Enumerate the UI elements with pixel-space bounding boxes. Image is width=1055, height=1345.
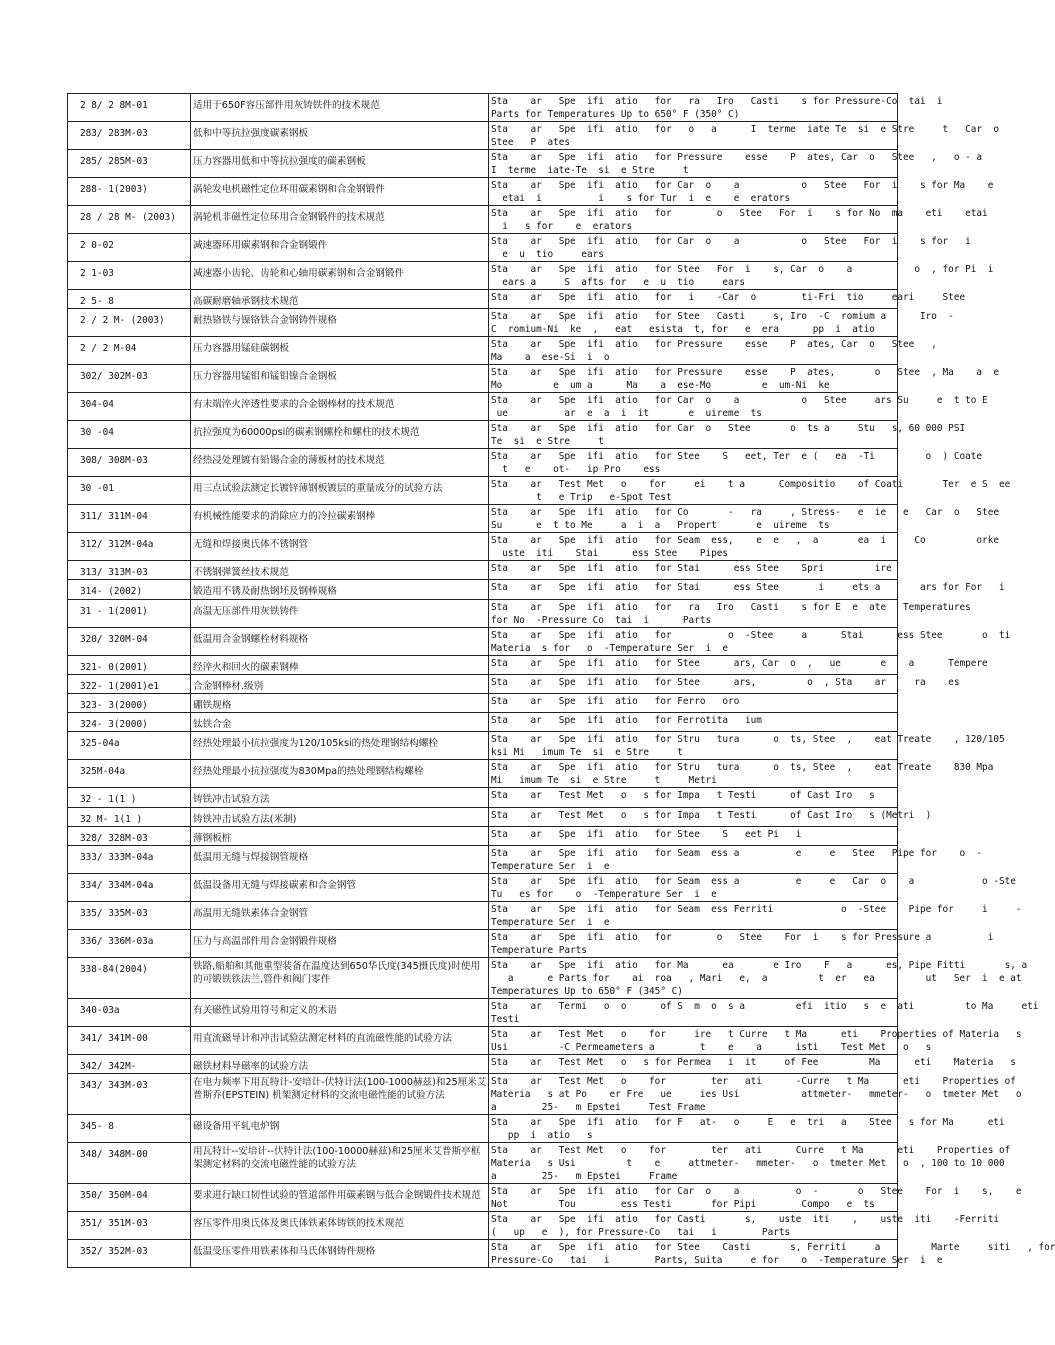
english-title-cell: Sta ar Spe ifi atio for Car o Stee o ts a Stu s, 60 000 PSI Te si e Stre t bbox=[489, 421, 898, 449]
standard-code-cell: 308/ 308M-03 bbox=[68, 449, 191, 477]
chinese-title-cell: 经淬火和回火的碳素钢棒 bbox=[191, 655, 489, 674]
english-title-cell: Sta ar Spe ifi atio for Stru tura o ts, Stee , eat Treate 830 Mpa Mi imum Te si e Stre t Metri bbox=[489, 760, 898, 788]
chinese-title-cell: 压力与高温部件用合金钢锻件规格 bbox=[191, 930, 489, 958]
table-row bbox=[68, 150, 898, 178]
english-title-cell: Sta ar Spe ifi atio for i -Car o ti-Fri tio eari Stee bbox=[489, 290, 898, 309]
chinese-title-cell: 无缝和焊接奥氏体不锈钢管 bbox=[191, 533, 489, 561]
standard-code-cell: 320/ 320M-04 bbox=[68, 627, 191, 655]
table-row bbox=[68, 826, 898, 845]
standard-code-cell: 325M-04a bbox=[68, 760, 191, 788]
standard-code-cell: 2 8/ 2 8M-01 bbox=[68, 94, 191, 122]
chinese-title-cell: 高温用无缝铁素体合金钢管 bbox=[191, 902, 489, 930]
table-row bbox=[68, 999, 898, 1027]
standard-code-cell: 334/ 334M-04a bbox=[68, 874, 191, 902]
table-row bbox=[68, 1240, 898, 1268]
standard-code-cell: 348/ 348M-00 bbox=[68, 1143, 191, 1184]
english-title-cell: Sta ar Test Met o for ter ati Curre t Ma eti Properties of Materia s Usi t e attmeter- mmeter- o tmeter Met o , 100 to 10 000 a 25- m Epstei Frame bbox=[489, 1143, 898, 1184]
chinese-title-cell: 低温受压零件用铁素体和马氏体钢铸件规格 bbox=[191, 1240, 489, 1268]
standard-code-cell: 324- 3(2000) bbox=[68, 713, 191, 732]
table-row bbox=[68, 122, 898, 150]
english-title-cell: Sta ar Spe ifi atio for Stee S eet, Ter e ( ea -Ti o ) Coate t e ot- ip Pro ess bbox=[489, 449, 898, 477]
english-title-cell: Sta ar Spe ifi atio for o Stee For i s for Pressure a i Temperature Parts bbox=[489, 930, 898, 958]
english-title-cell: Sta ar Spe ifi atio for Seam ess Ferriti o -Stee Pipe for i - Temperature Ser i e bbox=[489, 902, 898, 930]
english-title-cell: Sta ar Spe ifi atio for Seam ess a e e Stee Pipe for o - Temperature Ser i e bbox=[489, 846, 898, 874]
chinese-title-cell: 耐热铬铁与镍铬铁合金钢铸件规格 bbox=[191, 309, 489, 337]
chinese-title-cell: 有末端淬火淬透性要求的合金钢棒材的技术规范 bbox=[191, 393, 489, 421]
english-title-cell: Sta ar Test Met o for ire t Curre t Ma eti Properties of Materia s Usi -C Permeameters a t e a isti Test Met o s bbox=[489, 1027, 898, 1055]
english-title-cell: Sta ar Spe ifi atio for Seam ess a e e Car o a o -Ste Tu es for o -Temperature Ser i e bbox=[489, 874, 898, 902]
table-row bbox=[68, 599, 898, 627]
chinese-title-cell: 磁铁材料导磁率的试验方法 bbox=[191, 1055, 489, 1074]
table-row bbox=[68, 1115, 898, 1143]
chinese-title-cell: 高碳耐磨轴承钢技术规范 bbox=[191, 290, 489, 309]
english-title-cell: Sta ar Termi o o of S m o s a efi itio s e ati to Ma eti Testi bbox=[489, 999, 898, 1027]
standard-code-cell: 313/ 313M-03 bbox=[68, 561, 191, 580]
standard-code-cell: 312/ 312M-04a bbox=[68, 533, 191, 561]
chinese-title-cell: 不锈钢弹簧丝技术规范 bbox=[191, 561, 489, 580]
table-row bbox=[68, 760, 898, 788]
chinese-title-cell: 减速器小齿轮、齿轮和心轴用碳素钢和合金钢锻件 bbox=[191, 262, 489, 290]
standard-code-cell: 343/ 343M-03 bbox=[68, 1074, 191, 1115]
english-title-cell: Sta ar Spe ifi atio for o Stee For i s for No ma eti etai i s for e erators bbox=[489, 206, 898, 234]
table-row bbox=[68, 846, 898, 874]
table-row bbox=[68, 694, 898, 713]
standard-code-cell: 322- 1(2001)e1 bbox=[68, 674, 191, 693]
english-title-cell: Sta ar Spe ifi atio for Ferrotita ium bbox=[489, 713, 898, 732]
english-title-cell: Sta ar Test Met o for ter ati -Curre t Ma eti Properties of Materia s at Po er Fre ue ies Usi attmeter- mmeter- o tmeter Met o a 25- m Epstei Test Frame bbox=[489, 1074, 898, 1115]
table-row bbox=[68, 262, 898, 290]
english-title-cell: Sta ar Test Met o for ei t a Compositio of Coati Ter e S ee t e Trip e-Spot Test bbox=[489, 477, 898, 505]
standard-code-cell: 31 - 1(2001) bbox=[68, 599, 191, 627]
table-row bbox=[68, 1027, 898, 1055]
chinese-title-cell: 要求进行缺口韧性试验的管道部件用碳素钢与低合金钢锻件技术规范 bbox=[191, 1184, 489, 1212]
table-row bbox=[68, 627, 898, 655]
english-title-cell: Sta ar Spe ifi atio for Pressure esse P ates, Car o Stee , Ma a ese-Si i o bbox=[489, 337, 898, 365]
english-title-cell: Sta ar Spe ifi atio for o -Stee a Stai ess Stee o ti Materia s for o -Temperature Ser i e bbox=[489, 627, 898, 655]
english-title-cell: Sta ar Spe ifi atio for Co - ra , Stress- e ie e Car o Stee Su e t to Me a i a Propert e uireme ts bbox=[489, 505, 898, 533]
standard-code-cell: 336/ 336M-03a bbox=[68, 930, 191, 958]
english-title-cell: Sta ar Spe ifi atio for Stru tura o ts, Stee , eat Treate , 120/105 ksi Mi imum Te si e Stre t bbox=[489, 732, 898, 760]
english-title-cell: Sta ar Spe ifi atio for Car o a o Stee ars Su e t to E ue ar e a i it e uireme ts bbox=[489, 393, 898, 421]
english-title-cell: Sta ar Spe ifi atio for Stee Casti s, Iro -C romium a Iro - C romium-Ni ke , eat esista t, for e era pp i atio bbox=[489, 309, 898, 337]
english-title-cell: Sta ar Spe ifi atio for Stai ess Stee Spri ire bbox=[489, 561, 898, 580]
standard-code-cell: 352/ 352M-03 bbox=[68, 1240, 191, 1268]
table-row bbox=[68, 1212, 898, 1240]
chinese-title-cell: 低温用合金钢螺栓材料规格 bbox=[191, 627, 489, 655]
table-row bbox=[68, 449, 898, 477]
chinese-title-cell: 经热浸处理镀有铅锡合金的薄板材的技术规范 bbox=[191, 449, 489, 477]
english-title-cell: Sta ar Spe ifi atio for Car o a o - o Stee For i s, e Not Tou ess Testi for Pipi Compo e ts bbox=[489, 1184, 898, 1212]
standard-code-cell: 2 0-02 bbox=[68, 234, 191, 262]
standard-code-cell: 311/ 311M-04 bbox=[68, 505, 191, 533]
standard-code-cell: 32 - 1(1 ) bbox=[68, 788, 191, 807]
chinese-title-cell: 减速器环用碳素钢和合金钢锻件 bbox=[191, 234, 489, 262]
standard-code-cell: 2 / 2 M- (2003) bbox=[68, 309, 191, 337]
english-title-cell: Sta ar Spe ifi atio for ra Iro Casti s for Pressure-Co tai i Parts for Temperatures Up to 650° F (350° C) bbox=[489, 94, 898, 122]
standard-code-cell: 30 -01 bbox=[68, 477, 191, 505]
table-row bbox=[68, 393, 898, 421]
english-title-cell: Sta ar Test Met o s for Impa t Testi of Cast Iro s bbox=[489, 788, 898, 807]
english-title-cell: Sta ar Spe ifi atio for Stee ars, Car o , ue e a Tempere bbox=[489, 655, 898, 674]
table-row bbox=[68, 505, 898, 533]
chinese-title-cell: 经热处理最小抗拉强度为830Mpa的热处理钢结构螺栓 bbox=[191, 760, 489, 788]
chinese-title-cell: 钛铁合金 bbox=[191, 713, 489, 732]
standard-code-cell: 333/ 333M-04a bbox=[68, 846, 191, 874]
chinese-title-cell: 压力容器用锰钼和锰钼镍合金钢板 bbox=[191, 365, 489, 393]
english-title-cell: Sta ar Spe ifi atio for Car o a o Stee For i s for i e u tio ears bbox=[489, 234, 898, 262]
chinese-title-cell: 容压零件用奥氏体及奥氏体铁素体铸铁的技术规范 bbox=[191, 1212, 489, 1240]
english-title-cell: Sta ar Test Met o s for Impa t Testi of Cast Iro s (Metri ) bbox=[489, 807, 898, 826]
english-title-cell: Sta ar Spe ifi atio for Stee For i s, Car o a o , for Pi i ears a S afts for e u tio ears bbox=[489, 262, 898, 290]
standard-code-cell: 325-04a bbox=[68, 732, 191, 760]
standard-code-cell: 351/ 351M-03 bbox=[68, 1212, 191, 1240]
chinese-title-cell: 铁路,船舶和其他重型装备在温度达到650华氏度(345摄氏度)时使用的可锻铁铁法兰,管件和阀门零件 bbox=[191, 958, 489, 999]
chinese-title-cell: 有机械性能要求的消除应力的冷拉碳素钢棒 bbox=[191, 505, 489, 533]
chinese-title-cell: 低温用无缝与焊接钢管规格 bbox=[191, 846, 489, 874]
standards-table bbox=[67, 93, 1055, 1268]
table-row bbox=[68, 178, 898, 206]
chinese-title-cell: 低温设备用无缝与焊接碳素和合金钢管 bbox=[191, 874, 489, 902]
standard-code-cell: 302/ 302M-03 bbox=[68, 365, 191, 393]
chinese-title-cell: 用瓦特计--安培计--伏特计法(100-10000赫兹)和25厘米艾普斯亭框架测定材料的交流电磁性能的试验方法 bbox=[191, 1143, 489, 1184]
chinese-title-cell: 薄钢板桩 bbox=[191, 826, 489, 845]
english-title-cell: Sta ar Spe ifi atio for Pressure esse P ates, Car o Stee , o - a I terme iate-Te si e Stre t bbox=[489, 150, 898, 178]
english-title-cell: Sta ar Spe ifi atio for F at- o E e tri a Stee s for Ma eti pp i atio s bbox=[489, 1115, 898, 1143]
chinese-title-cell: 涡轮机非磁性定位环用合金钢锻件的技术规范 bbox=[191, 206, 489, 234]
table-row bbox=[68, 874, 898, 902]
table-row bbox=[68, 309, 898, 337]
english-title-cell: Sta ar Spe ifi atio for Pressure esse P ates, o Stee , Ma a e Mo e um a Ma a ese-Mo e um-Ni ke bbox=[489, 365, 898, 393]
english-title-cell: Sta ar Spe ifi atio for Stee S eet Pi i bbox=[489, 826, 898, 845]
standard-code-cell: 304-04 bbox=[68, 393, 191, 421]
standard-code-cell: 321- 0(2001) bbox=[68, 655, 191, 674]
standard-code-cell: 341/ 341M-00 bbox=[68, 1027, 191, 1055]
table-row bbox=[68, 958, 898, 999]
chinese-title-cell: 磁设备用平轧电炉钢 bbox=[191, 1115, 489, 1143]
chinese-title-cell: 硼铁规格 bbox=[191, 694, 489, 713]
table-row bbox=[68, 421, 898, 449]
table-row bbox=[68, 732, 898, 760]
english-title-cell: Sta ar Spe ifi atio for Casti s, uste iti , uste iti -Ferriti ( up e ), for Pressure-Co tai i Parts bbox=[489, 1212, 898, 1240]
english-title-cell: Sta ar Spe ifi atio for Car o a o Stee For i s for Ma e etai i i s for Tur i e e erators bbox=[489, 178, 898, 206]
english-title-cell: Sta ar Spe ifi atio for Ferro oro bbox=[489, 694, 898, 713]
table-row bbox=[68, 365, 898, 393]
table-row bbox=[68, 902, 898, 930]
table-row bbox=[68, 1074, 898, 1115]
table-row bbox=[68, 807, 898, 826]
chinese-title-cell: 抗拉强度为60000psi的碳素钢螺栓和螺柱的技术规范 bbox=[191, 421, 489, 449]
table-row bbox=[68, 788, 898, 807]
table-row bbox=[68, 1055, 898, 1074]
table-row bbox=[68, 290, 898, 309]
chinese-title-cell: 在电力频率下用瓦特计-安培计-伏特计法(100-1000赫兹)和25厘米艾普斯乔(EPSTEIN) 机架测定材料的交流电磁性能的试验方法 bbox=[191, 1074, 489, 1115]
standard-code-cell: 338-84(2004) bbox=[68, 958, 191, 999]
chinese-title-cell: 经热处理最小抗拉强度为120/105ksi的热处理钢结构螺栓 bbox=[191, 732, 489, 760]
table-row bbox=[68, 206, 898, 234]
table-row bbox=[68, 1184, 898, 1212]
standard-code-cell: 288- 1(2003) bbox=[68, 178, 191, 206]
table-row bbox=[68, 930, 898, 958]
table-row bbox=[68, 94, 898, 122]
english-title-cell: Sta ar Spe ifi atio for Ma ea e Iro F a es, Pipe Fitti s, a a e Parts for ai roa , Mari e, a t er ea ut Ser i e at Temperatures Up to 650° F (345° C) bbox=[489, 958, 898, 999]
chinese-title-cell: 涡轮发电机磁性定位环用碳素钢和合金钢锻件 bbox=[191, 178, 489, 206]
table-row bbox=[68, 674, 898, 693]
table-row bbox=[68, 337, 898, 365]
standard-code-cell: 342/ 342M- bbox=[68, 1055, 191, 1074]
chinese-title-cell: 铸铁冲击试验方法 bbox=[191, 788, 489, 807]
standard-code-cell: 2 / 2 M-04 bbox=[68, 337, 191, 365]
chinese-title-cell: 低和中等抗拉强度碳素钢板 bbox=[191, 122, 489, 150]
chinese-title-cell: 锻造用不锈及耐热钢坯及钢棒规格 bbox=[191, 580, 489, 599]
english-title-cell: Sta ar Spe ifi atio for Stai ess Stee i ets a ars for For i bbox=[489, 580, 898, 599]
chinese-title-cell: 压力容器用锰硅碳钢板 bbox=[191, 337, 489, 365]
standard-code-cell: 314- (2002) bbox=[68, 580, 191, 599]
chinese-title-cell: 高温无压部件用灰铁铸件 bbox=[191, 599, 489, 627]
chinese-title-cell: 用三点试验法测定长镀锌薄钢板镀层的重量成分的试验方法 bbox=[191, 477, 489, 505]
standard-code-cell: 340-03a bbox=[68, 999, 191, 1027]
table-row bbox=[68, 561, 898, 580]
english-title-cell: Sta ar Spe ifi atio for Seam ess, e e , a ea i Co orke uste iti Stai ess Stee Pipes bbox=[489, 533, 898, 561]
chinese-title-cell: 合金钢棒材.级别 bbox=[191, 674, 489, 693]
standard-code-cell: 30 -04 bbox=[68, 421, 191, 449]
standard-code-cell: 28 / 28 M- (2003) bbox=[68, 206, 191, 234]
standard-code-cell: 285/ 285M-03 bbox=[68, 150, 191, 178]
table-row bbox=[68, 1143, 898, 1184]
standard-code-cell: 323- 3(2000) bbox=[68, 694, 191, 713]
standard-code-cell: 2 5- 8 bbox=[68, 290, 191, 309]
english-title-cell: Sta ar Spe ifi atio for o a I terme iate Te si e Stre t Car o Stee P ates bbox=[489, 122, 898, 150]
table-row bbox=[68, 234, 898, 262]
english-title-cell: Sta ar Spe ifi atio for ra Iro Casti s for E e ate Temperatures for No -Pressure Co tai i Parts bbox=[489, 599, 898, 627]
standard-code-cell: 335/ 335M-03 bbox=[68, 902, 191, 930]
table-row bbox=[68, 533, 898, 561]
table-row bbox=[68, 655, 898, 674]
standard-code-cell: 32 M- 1(1 ) bbox=[68, 807, 191, 826]
chinese-title-cell: 压力容器用低和中等抗拉强度的碳素钢板 bbox=[191, 150, 489, 178]
standard-code-cell: 2 1-03 bbox=[68, 262, 191, 290]
english-title-cell: Sta ar Spe ifi atio for Stee Casti s, Ferriti a Marte siti , for Pressure-Co tai i Parts, Suita e for o -Temperature Ser i e bbox=[489, 1240, 898, 1268]
chinese-title-cell: 铸铁冲击试验方法(米制) bbox=[191, 807, 489, 826]
standard-code-cell: 283/ 283M-03 bbox=[68, 122, 191, 150]
table-row bbox=[68, 580, 898, 599]
chinese-title-cell: 用直流磁导计和冲击试验法测定材料的直流磁性能的试验方法 bbox=[191, 1027, 489, 1055]
table-row bbox=[68, 477, 898, 505]
standard-code-cell: 328/ 328M-03 bbox=[68, 826, 191, 845]
standard-code-cell: 345- 8 bbox=[68, 1115, 191, 1143]
english-title-cell: Sta ar Spe ifi atio for Stee ars, o , Sta ar ra es bbox=[489, 674, 898, 693]
table-row bbox=[68, 713, 898, 732]
english-title-cell: Sta ar Test Met o s for Permea i it of Fee Ma eti Materia s bbox=[489, 1055, 898, 1074]
chinese-title-cell: 有关磁性试验用符号和定义的术语 bbox=[191, 999, 489, 1027]
standard-code-cell: 350/ 350M-04 bbox=[68, 1184, 191, 1212]
standards-table-body bbox=[68, 94, 1055, 1268]
chinese-title-cell: 适用于650F容压部件用灰铸铁件的技术规范 bbox=[191, 94, 489, 122]
